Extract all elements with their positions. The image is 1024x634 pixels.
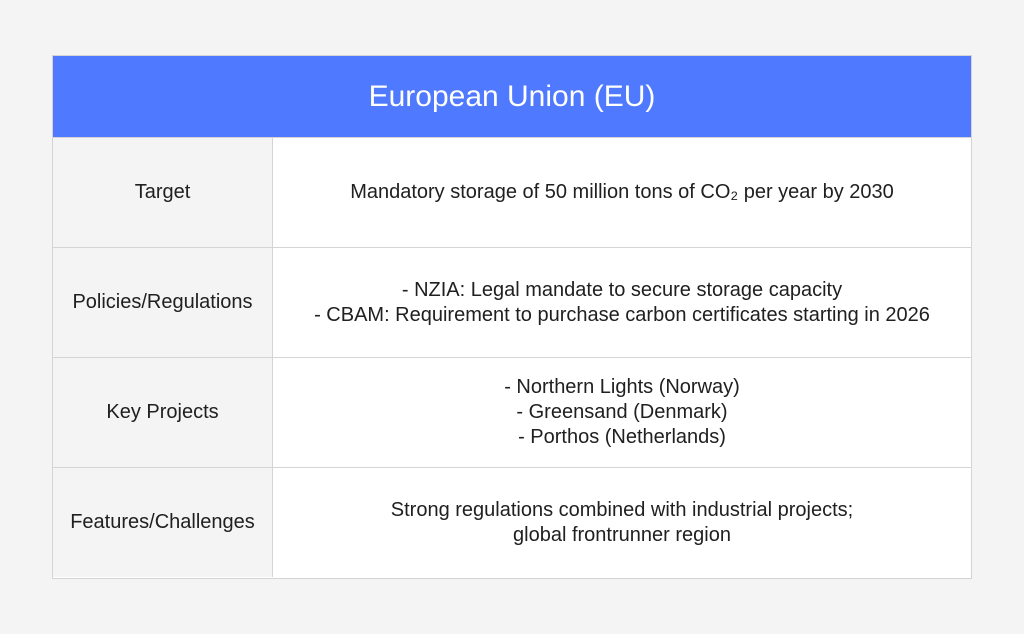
value-line: - NZIA: Legal mandate to secure storage capacity xyxy=(401,278,843,301)
row-label: Key Projects xyxy=(53,358,273,467)
table-row-policies xyxy=(53,247,971,357)
table-row-key-projects xyxy=(53,357,971,467)
row-label: Features/Challenges xyxy=(53,468,273,577)
row-value xyxy=(273,138,971,247)
row-label: Policies/Regulations xyxy=(53,248,273,357)
value-line: global frontrunner region xyxy=(513,523,731,546)
value-line: - CBAM: Requirement to purchase carbon certificates starting in 2026 xyxy=(314,303,930,326)
table-row-features xyxy=(53,467,971,577)
row-value xyxy=(273,468,971,577)
eu-comparison-table xyxy=(52,55,972,579)
value-line: Mandatory storage of 50 million tons of CO₂ per year by 2030 xyxy=(350,181,894,203)
table-title: European Union (EU) xyxy=(53,56,971,137)
table-row-target xyxy=(53,137,971,247)
value-line: Strong regulations combined with industrial projects; xyxy=(390,498,854,521)
row-value xyxy=(273,358,971,467)
value-line: - Northern Lights (Norway) xyxy=(504,376,740,398)
value-line: - Greensand (Denmark) xyxy=(516,401,728,423)
value-line: - Porthos (Netherlands) xyxy=(518,426,726,448)
row-label: Target xyxy=(53,138,273,247)
row-value xyxy=(273,248,971,357)
